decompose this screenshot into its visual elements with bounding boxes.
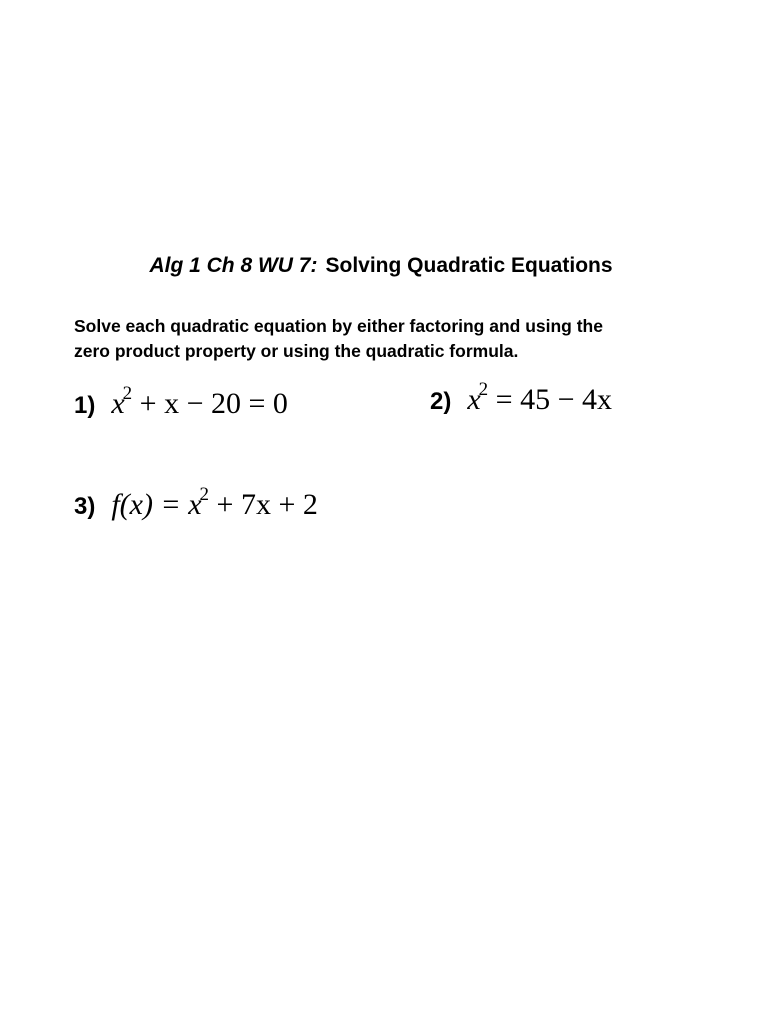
title-prefix: Alg 1 Ch 8 WU 7: — [149, 254, 318, 277]
problem-2-variable: x — [467, 383, 481, 416]
problem-3-equation — [111, 484, 318, 522]
instructions-line-1: Solve each quadratic equation by either factoring and using the — [74, 316, 603, 336]
instructions — [74, 314, 694, 364]
problem-1-variable: x — [111, 387, 125, 420]
problem-3-variable: x — [188, 488, 202, 521]
problem-1 — [74, 383, 288, 421]
problem-3-rest: + 7x + 2 — [216, 488, 318, 521]
problem-1-exponent: 2 — [122, 383, 133, 404]
problem-1-number: 1) — [74, 392, 96, 419]
problem-2-rest: = 45 − 4x — [495, 383, 613, 416]
problem-1-rest: + x − 20 = 0 — [139, 387, 288, 420]
instructions-line-2: zero product property or using the quadratic formula. — [74, 341, 519, 361]
problem-3-number: 3) — [74, 493, 96, 520]
problem-1-equation — [111, 383, 288, 421]
problem-2-exponent: 2 — [478, 379, 489, 400]
problem-2-number: 2) — [430, 388, 452, 415]
problem-2 — [430, 379, 613, 417]
problem-2-equation — [467, 379, 613, 417]
problem-3-function: f(x) = — [111, 488, 181, 521]
worksheet-title — [0, 254, 762, 278]
problem-3 — [74, 484, 318, 522]
title-main: Solving Quadratic Equations — [325, 254, 613, 277]
problem-3-exponent: 2 — [199, 484, 210, 505]
